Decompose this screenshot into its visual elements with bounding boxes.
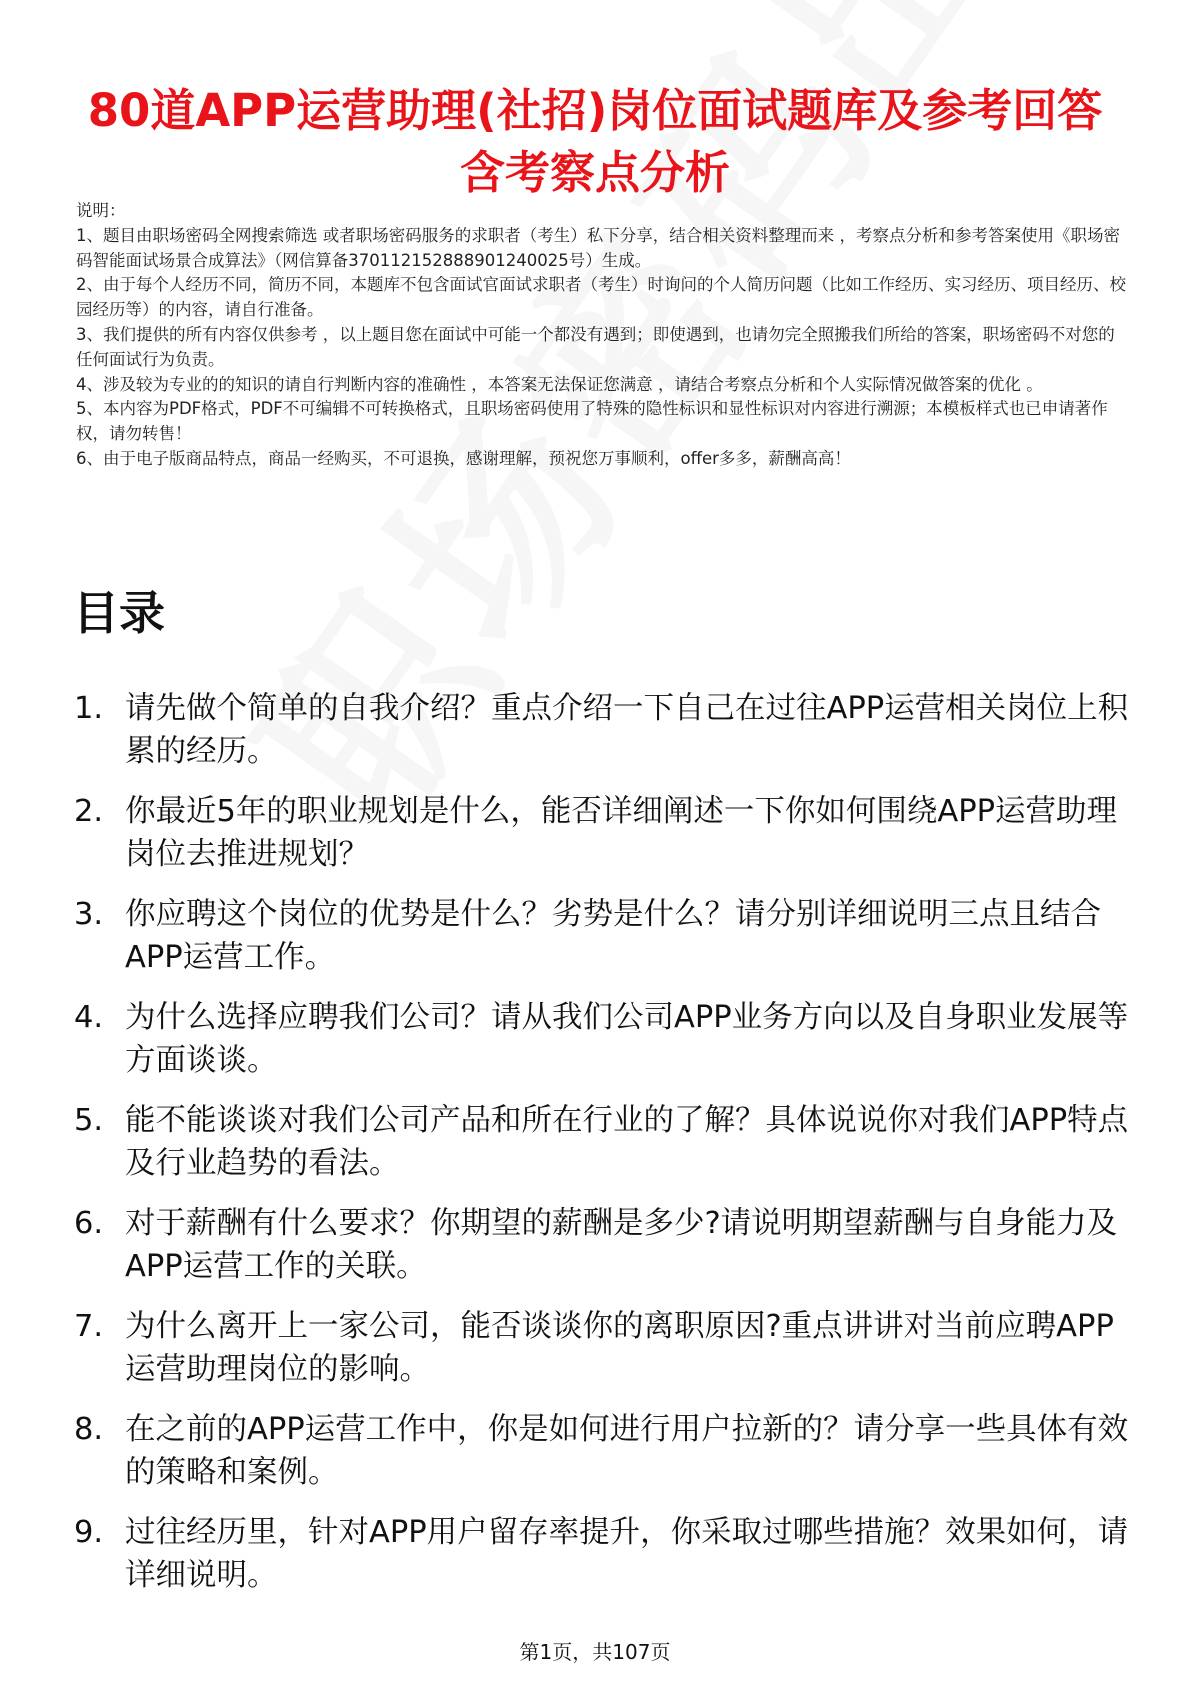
toc-item-number: 1.	[74, 691, 104, 726]
page-title: 80道APP运营助理(社招)岗位面试题库及参考回答含考察点分析	[87, 84, 1103, 200]
toc-item-number: 6.	[74, 1206, 104, 1241]
toc-item[interactable]	[74, 1100, 1134, 1185]
notes-section	[76, 199, 1126, 472]
note-item: 1、题目由职场密码全网搜索筛选 或者职场密码服务的求职者（考生）私下分享，结合相关资料整理而来 ，考察点分析和参考答案使用《职场密码智能面试场景合成算法》（网信算备370112152888901240025号）生成。	[76, 225, 1120, 270]
toc-item-text: 你最近5年的职业规划是什么，能否详细阐述一下你如何围绕APP运营助理岗位去推进规划？	[125, 794, 1118, 872]
toc-item[interactable]	[74, 1306, 1134, 1391]
note-item: 3、我们提供的所有内容仅供参考 ，以上题目您在面试中可能一个都没有遇到；即使遇到，也请勿完全照搬我们所给的答案，职场密码不对您的任何面试行为负责。	[76, 324, 1115, 369]
toc-item-number: 4.	[74, 1000, 104, 1035]
toc-item-number: 5.	[74, 1103, 104, 1138]
toc-item[interactable]	[74, 791, 1134, 876]
toc-item-text: 为什么选择应聘我们公司？请从我们公司APP业务方向以及自身职业发展等方面谈谈。	[125, 1000, 1129, 1078]
page-footer: 第1页，共107页	[519, 1640, 671, 1664]
toc-item[interactable]	[74, 1203, 1134, 1288]
note-item: 4、涉及较为专业的的知识的请自行判断内容的准确性 ，本答案无法保证您满意 ，请结合考察点分析和个人实际情况做答案的优化 。	[76, 374, 1043, 394]
note-item: 2、由于每个人经历不同，简历不同，本题库不包含面试官面试求职者（考生）时询问的个人简历问题（比如工作经历、实习经历、项目经历、校园经历等）的内容，请自行准备。	[76, 275, 1126, 320]
toc-item-text: 能不能谈谈对我们公司产品和所在行业的了解？具体说说你对我们APP特点及行业趋势的看法。	[125, 1103, 1129, 1181]
toc-item[interactable]	[74, 688, 1134, 773]
toc-item-number: 8.	[74, 1412, 104, 1447]
toc-heading: 目录	[73, 586, 165, 640]
toc-item-text: 为什么离开上一家公司，能否谈谈你的离职原因?重点讲讲对当前应聘APP运营助理岗位的影响。	[125, 1309, 1114, 1387]
toc-item-number: 7.	[74, 1309, 104, 1344]
toc-item-text: 请先做个简单的自我介绍？重点介绍一下自己在过往APP运营相关岗位上积累的经历。	[125, 691, 1129, 769]
toc-item-number: 9.	[74, 1515, 104, 1550]
note-item: 6、由于电子版商品特点，商品一经购买，不可退换，感谢理解，预祝您万事顺利，offer多多，薪酬高高！	[76, 448, 851, 468]
toc-item-number: 3.	[74, 897, 104, 932]
notes-heading: 说明：	[76, 201, 126, 220]
toc-item-text: 过往经历里，针对APP用户留存率提升，你采取过哪些措施？效果如何，请详细说明。	[125, 1515, 1129, 1593]
note-item: 5、本内容为PDF格式，PDF不可编辑不可转换格式，且职场密码使用了特殊的隐性标识和显性标识对内容进行溯源；本模板样式也已申请著作权，请勿转售！	[76, 399, 1108, 444]
toc-item[interactable]	[74, 997, 1134, 1082]
toc-item-number: 2.	[74, 794, 104, 829]
toc-item[interactable]	[74, 1512, 1134, 1597]
toc-item-text: 在之前的APP运营工作中，你是如何进行用户拉新的？请分享一些具体有效的策略和案例。	[125, 1412, 1129, 1490]
toc-item[interactable]	[74, 894, 1134, 979]
toc-list	[74, 688, 1134, 1615]
toc-item[interactable]	[74, 1409, 1134, 1494]
toc-item-text: 对于薪酬有什么要求？你期望的薪酬是多少?请说明期望薪酬与自身能力及APP运营工作的关联。	[125, 1206, 1118, 1284]
toc-item-text: 你应聘这个岗位的优势是什么？劣势是什么？请分别详细说明三点且结合APP运营工作。	[125, 897, 1101, 975]
